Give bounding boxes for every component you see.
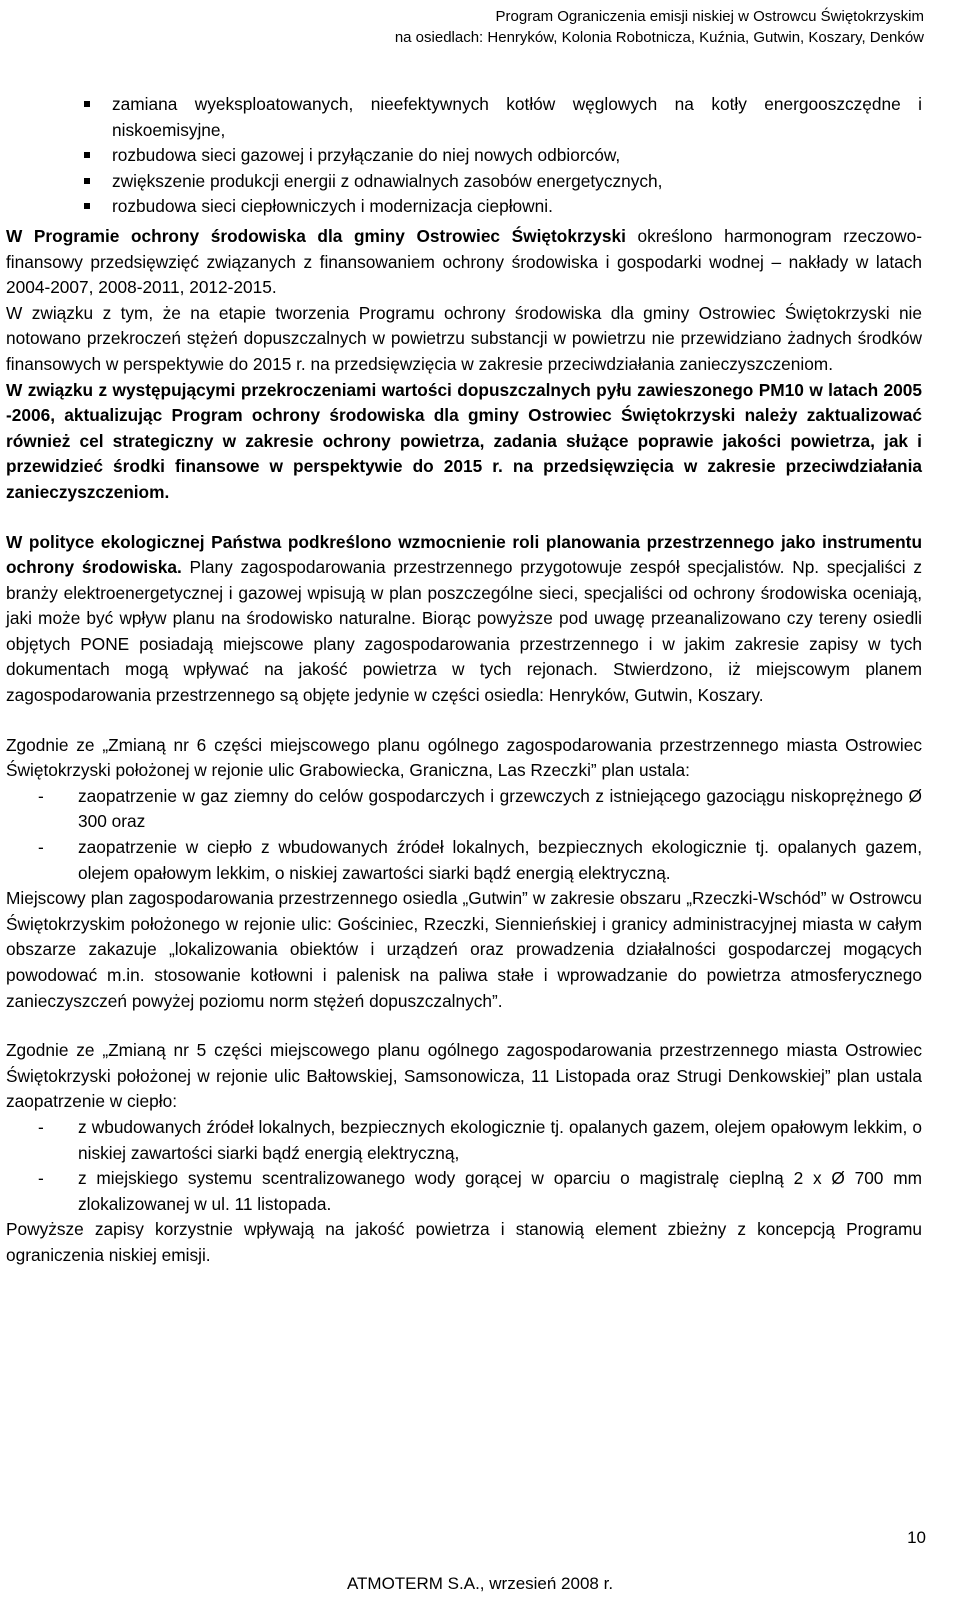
paragraph-conclusion: Powyższe zapisy korzystnie wpływają na jakość powietrza i stanowią element zbieżny z koncepcją Programu ograniczenia niskiej emisji. [6, 1219, 922, 1265]
list-item: zamiana wyeksploatowanych, nieefektywnych kotłów węglowych na kotły energooszczędne i niskoemisyjne, [6, 92, 922, 143]
paragraph-ecological-policy: W polityce ekologicznej Państwa podkreślono wzmocnienie roli planowania przestrzennego jako instrumentu ochrony środowiska. Plany zagospodarowania przestrzennego przygotowuje zespół specjalistów. Np. specjaliści z branży elektroenergetycznej i gazowej wpisują w plan poszczególne sieci, specjaliści od ochrony środowiska oceniają, jaki może być wpływ planu na środowisko naturalne. Biorąc powyższe pod uwagę przeanalizowano czy tereny osiedli objętych PONE posiadają miejscowe plany zagospodarowania przestrzennego i w jakim zakresie zapisy w tych dokumentach mogą wpływać na jakość powietrza w tych rejonach. Stwierdzono, iż miejscowym planem zagospodarowania przestrzennego są objęte jedynie w części osiedla: Henryków, Gutwin, Koszary. [6, 531, 922, 706]
page-header [24, 6, 924, 48]
list-item: - z miejskiego systemu scentralizowanego wody gorącej w oparciu o magistralę cieplną 2 x Ø 700 mm zlokalizowanej w ul. 11 listopada. [38, 1168, 922, 1214]
paragraph-gutwin-plan: Miejscowy plan zagospodarowania przestrzennego osiedla „Gutwin” w zakresie obszaru „Rzeczki-Wschód” w Ostrowcu Świętokrzyskim położonego w rejonie ulic: Gościniec, Rzeczki, Siennieńskiej i granicy administracyjnej miasta w całym obszarze zakazuje „lokalizowania obiektów i urządzeń oraz prowadzenia działalności gospodarczej mogących powodować m.in. stosowanie kotłowni i palenisk na paliwa stałe i wprowadzanie do powietrza atmosferycznego zanieczyszczeń powyżej poziomu norm stężeń dopuszczalnych”. [6, 888, 922, 1011]
header-title: Program Ograniczenia emisji niskiej w Ostrowcu Świętokrzyskim [495, 8, 924, 25]
header-subtitle: na osiedlach: Henryków, Kolonia Robotnicza, Kuźnia, Gutwin, Koszary, Denków [394, 29, 924, 46]
list-item: - zaopatrzenie w ciepło z wbudowanych źródeł lokalnych, bezpiecznych ekologicznie tj. opalanych gazem, olejem opałowym lekkim, o niskiej zawartości siarki bądź energią elektryczną. [38, 837, 922, 883]
list-item: rozbudowa sieci ciepłowniczych i modernizacja ciepłowni. [6, 194, 922, 220]
bullet-list [6, 92, 922, 220]
paragraph-change-6: Zgodnie ze „Zmianą nr 6 części miejscowego planu ogólnego zagospodarowania przestrzennego miasta Ostrowiec Świętokrzyski położonej w rejonie ulic Grabowiecka, Graniczna, Las Rzeczki” plan ustala: [6, 734, 922, 781]
paragraph-no-funds: W związku z tym, że na etapie tworzenia Programu ochrony środowiska dla gminy Ostrowiec Świętokrzyski nie notowano przekroczeń stężeń dopuszczalnych w powietrzu substancji w powietrzu nie przewidziano żadnych środków finansowych w perspektywie do 2015 r. na przedsięwzięcia w zakresie przeciwdziałania zanieczyszczeniom. [6, 302, 922, 374]
square-bullet-icon [84, 101, 90, 107]
paragraph-programme: W Programie ochrony środowiska dla gminy Ostrowiec Świętokrzyski określono harmonogram rzeczowo-finansowy przedsięwzięć związanych z finansowaniem ochrony środowiska i gospodarki wodnej – nakłady w latach 2004-2007, 2008-2011, 2012-2015. [6, 225, 922, 298]
paragraph-pm10: W związku z występującymi przekroczeniami wartości dopuszczalnych pyłu zawieszonego PM10 w latach 2005 -2006, aktualizując Program ochrony środowiska dla gminy Ostrowiec Świętokrzyski należy zaktualizować również cel strategiczny w zakresie ochrony powietrza, zadania służące poprawie jakości powietrza, jak i przewidzieć środki finansowe w perspektywie do 2015 r. na przedsięwzięcia w zakresie przeciwdziałania zanieczyszczeniom. [6, 379, 922, 502]
list-item: rozbudowa sieci gazowej i przyłączanie do niej nowych odbiorców, [6, 143, 922, 169]
square-bullet-icon [84, 203, 90, 209]
list-item: - z wbudowanych źródeł lokalnych, bezpiecznych ekologicznie tj. opalanych gazem, olejem opałowym lekkim, o niskiej zawartości siarki bądź energią elektryczną, [38, 1116, 922, 1163]
list-item: - zaopatrzenie w gaz ziemny do celów gospodarczych i grzewczych z istniejącego gazociągu niskoprężnego Ø 300 oraz [38, 785, 922, 832]
dash-list-change-6 [6, 784, 922, 886]
dash-list-change-5 [6, 1115, 922, 1217]
list-item: zwiększenie produkcji energii z odnawialnych zasobów energetycznych, [6, 169, 922, 195]
page-number: 10 [907, 1528, 926, 1547]
square-bullet-icon [84, 178, 90, 184]
document-body [6, 92, 922, 1269]
paragraph-change-5: Zgodnie ze „Zmianą nr 5 części miejscowego planu ogólnego zagospodarowania przestrzennego miasta Ostrowiec Świętokrzyski położonej w rejonie ulic Bałtowskiej, Samsonowicza, 11 Listopada oraz Strugi Denkowskiej” plan ustala zaopatrzenie w ciepło: [6, 1040, 922, 1112]
square-bullet-icon [84, 152, 90, 158]
page-footer: ATMOTERM S.A., wrzesień 2008 r. [346, 1574, 614, 1593]
